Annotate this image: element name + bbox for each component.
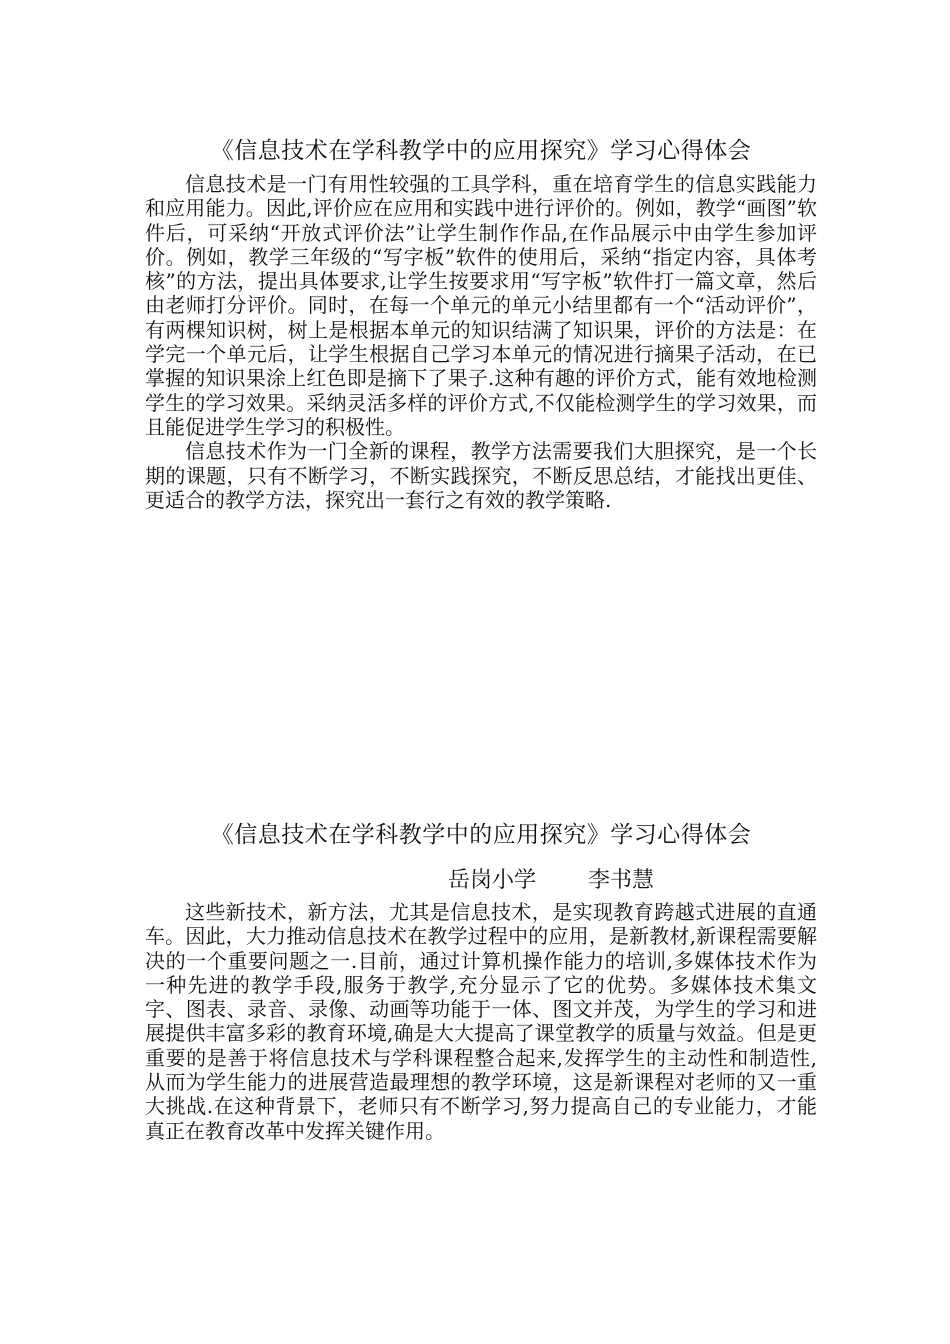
paragraph: 这些新技术，新方法，尤其是信息技术，是实现教育跨越式进展的直通车。因此，大力推动信息技术在教学过程中的应用，是新教材,新课程需要解决的一个重要问题之一.目前，通过计算机操作能力的培训,多媒体技术作为一种先进的教学手段,服务于教学,充分显示了它的优势。多媒体技术集文字、图表、录音、录像、动画等功能于一体、图文并茂，为学生的学习和进展提供丰富多彩的教育环境,确是大大提高了课堂教学的质量与效益。但是更重要的是善于将信息技术与学科课程整合起来,发挥学生的主动性和制造性,从而为学生能力的进展营造最理想的教学环境，这是新课程对老师的又一重大挑战.在这种背景下，老师只有不断学习,努力提高自己的专业能力，才能真正在教育改革中发挥关键作用。 (145, 900, 817, 1143)
byline (145, 866, 817, 896)
paragraph: 信息技术作为一门全新的课程，教学方法需要我们大胆探究，是一个长期的课题，只有不断学习，不断实践探究，不断反思总结，才能找出更佳、更适合的教学方法，探究出一套行之有效的教学策略. (145, 439, 817, 512)
article-title-2: 《信息技术在学科教学中的应用探究》学习心得体会 (210, 822, 752, 848)
author-name: 李书慧 (588, 868, 655, 893)
article-section-1 (145, 136, 817, 512)
article-section-2 (145, 820, 817, 1143)
article-title-1: 《信息技术在学科教学中的应用探究》学习心得体会 (210, 138, 752, 164)
school-name: 岳岗小学 (447, 868, 536, 893)
paragraph: 信息技术是一门有用性较强的工具学科，重在培育学生的信息实践能力和应用能力。因此,评价应在应用和实践中进行评价的。例如，教学“画图”软件后，可采纳“开放式评价法”让学生制作作品,在作品展示中由学生参加评价。例如，教学三年级的“写字板”软件的使用后，采纳“指定内容，具体考核”的方法，提出具体要求,让学生按要求用“写字板”软件打一篇文章，然后由老师打分评价。同时，在每一个单元的单元小结里都有一个“活动评价”，有两棵知识树，树上是根据本单元的知识结满了知识果，评价的方法是：在学完一个单元后，让学生根据自己学习本单元的情况进行摘果子活动，在已掌握的知识果涂上红色即是摘下了果子.这种有趣的评价方式，能有效地检测学生的学习效果。采纳灵活多样的评价方式,不仅能检测学生的学习效果，而且能促进学生学习的积极性。 (145, 172, 817, 439)
